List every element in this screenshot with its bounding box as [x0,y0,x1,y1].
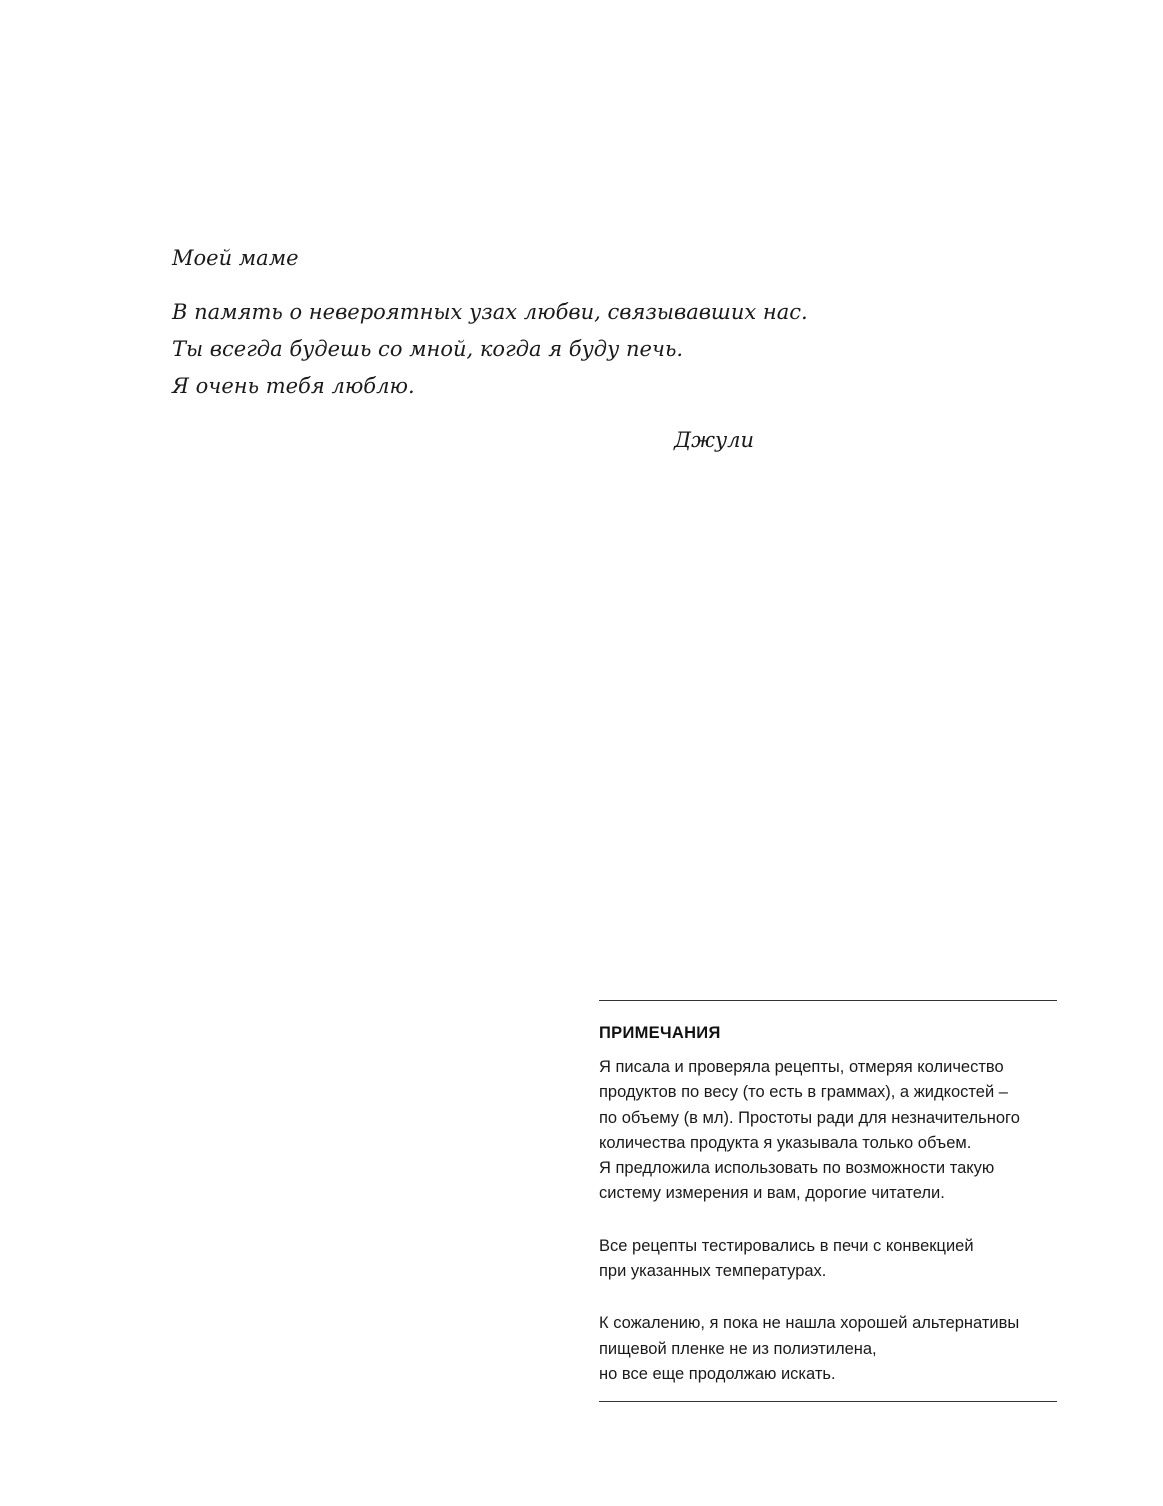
notes-line: Я писала и проверяла рецепты, отмеряя количество [599,1058,1004,1076]
dedication-recipient: Моей маме [172,246,299,270]
notes-top-rule [599,1000,1057,1001]
notes-line: К сожалению, я пока не нашла хорошей альтернативы [599,1314,1020,1333]
notes-body [599,1055,1057,1387]
notes-line: при указанных температурах. [599,1262,827,1281]
notes-paragraph-oven [599,1234,1057,1285]
notes-line: Все рецепты тестировались в печи с конвекцией [599,1236,974,1255]
notes-box [599,1000,1057,1402]
notes-line: Я предложила использовать по возможности такую [599,1159,995,1178]
dedication-line-1: В память о невероятных узах любви, связывавших нас. [172,300,808,324]
dedication-line-2: Ты всегда будешь со мной, когда я буду печь. [172,337,684,361]
notes-paragraph-measurements [599,1055,1057,1207]
notes-line: систему измерения и вам, дорогие читатели. [599,1184,945,1203]
dedication [172,240,812,452]
notes-bottom-rule [599,1401,1057,1402]
notes-line: по объему (в мл). Простоты ради для незначительного [599,1108,1020,1127]
notes-line: но все еще продолжаю искать. [599,1364,836,1383]
notes-line: количества продукта я указывала только объем. [599,1133,972,1152]
notes-line: пищевой пленке не из полиэтилена, [599,1339,877,1358]
notes-line: продуктов по весу (то есть в граммах), а жидкостей – [599,1083,1008,1102]
dedication-line-3: Я очень тебя люблю. [172,374,415,398]
notes-paragraph-film [599,1311,1057,1387]
dedication-signature: Джули [674,428,755,452]
notes-title: ПРИМЕЧАНИЯ [599,1024,721,1042]
